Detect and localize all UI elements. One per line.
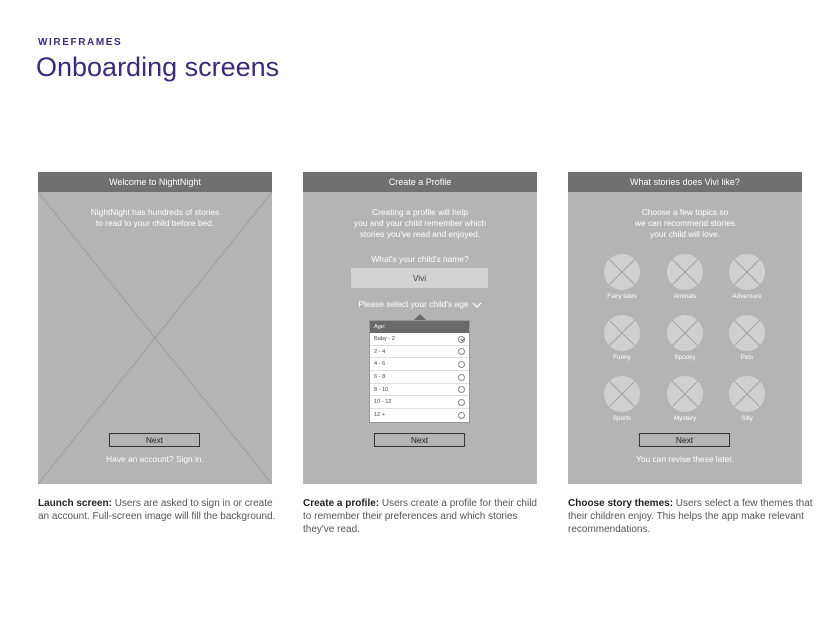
profile-next-button[interactable]: Next [374, 433, 465, 447]
story-themes-wireframe [568, 172, 802, 484]
launch-intro-text [38, 207, 272, 229]
story-themes-caption [568, 497, 813, 536]
age-dropdown-menu [369, 320, 470, 423]
age-dropdown-title: Age: [370, 321, 469, 333]
age-option[interactable] [370, 396, 469, 409]
age-select-label: Please select your child's age [358, 299, 469, 309]
topic-adventure[interactable] [720, 254, 774, 300]
age-option[interactable] [370, 371, 469, 384]
create-profile-wireframe [303, 172, 537, 484]
age-option-label: 10 - 12 [374, 399, 392, 406]
age-option-label: Baby - 2 [374, 336, 395, 342]
topic-image-placeholder-icon [729, 376, 765, 412]
topic-image-placeholder-icon [667, 315, 703, 351]
profile-intro-line-3: stories you've read and enjoyed. [359, 229, 481, 240]
topic-label: Adventure [732, 293, 762, 300]
caption-heading: Create a profile: [303, 498, 380, 509]
age-option-label: 8 - 10 [374, 386, 389, 393]
child-name-question: What's your child's name? [371, 254, 469, 264]
create-profile-header: Create a Profile [303, 172, 537, 192]
launch-screen-wireframe [38, 172, 272, 484]
launch-screen-header: Welcome to NightNight [38, 172, 272, 192]
chevron-down-icon [472, 302, 482, 308]
themes-intro-line-1: Choose a few topics so [641, 207, 729, 217]
age-option[interactable] [370, 346, 469, 359]
topic-label: Animals [673, 293, 697, 300]
caption-heading: Choose story themes: [568, 498, 674, 509]
topic-image-placeholder-icon [729, 254, 765, 290]
topic-label: Sports [612, 415, 632, 422]
topic-image-placeholder-icon [667, 254, 703, 290]
topic-label: Funny [613, 354, 631, 361]
section-eyebrow: WIREFRAMES [38, 37, 123, 48]
topic-silly[interactable] [720, 376, 774, 422]
launch-next-button[interactable]: Next [109, 433, 200, 447]
child-name-input[interactable]: Vivi [351, 268, 488, 288]
topic-image-placeholder-icon [604, 254, 640, 290]
topic-funny[interactable] [595, 315, 649, 361]
radio-icon [458, 386, 465, 393]
age-option-label: 12 + [374, 412, 386, 419]
topic-label: Pets [740, 354, 754, 361]
topic-image-placeholder-icon [604, 376, 640, 412]
topic-label: Mystery [673, 415, 697, 422]
radio-icon [458, 399, 465, 406]
radio-icon [458, 374, 465, 381]
age-option-label: 6 - 8 [374, 374, 386, 381]
themes-next-button[interactable]: Next [639, 433, 730, 447]
topic-mystery[interactable] [658, 376, 712, 422]
caption-text: Users are asked to sign in or create an account. Full-screen image will fill the background. [38, 498, 276, 522]
caption-heading: Launch screen: [38, 498, 112, 509]
topic-pets[interactable] [720, 315, 774, 361]
topic-label: Fairy tales [607, 293, 637, 300]
topic-label: Silly [741, 415, 753, 422]
topic-spooky[interactable] [658, 315, 712, 361]
age-option-label: 2 - 4 [374, 348, 386, 355]
age-option[interactable] [370, 358, 469, 371]
topic-label: Spooky [674, 354, 696, 361]
topic-animals[interactable] [658, 254, 712, 300]
radio-checked-icon [458, 336, 465, 343]
launch-intro-line-2: to read to your child before bed. [95, 218, 215, 229]
themes-intro-line-3: your child will love. [650, 229, 720, 240]
profile-intro-text [303, 207, 537, 241]
page-title: Onboarding screens [36, 52, 280, 82]
profile-intro-line-2: you and your child remember which [353, 218, 487, 229]
story-themes-header: What stories does Vivi like? [568, 172, 802, 192]
age-option[interactable] [370, 409, 469, 422]
radio-icon [458, 348, 465, 355]
revise-note: You can revise these later. [636, 454, 734, 464]
themes-intro-line-2: we can recommend stories [634, 218, 736, 229]
topic-image-placeholder-icon [604, 315, 640, 351]
topic-fairy-tales[interactable] [595, 254, 649, 300]
profile-intro-line-1: Creating a profile will help [372, 207, 468, 217]
caption-text: Users select a few themes that their children enjoy. This helps the app make relevant recommendations. [568, 498, 813, 535]
topic-image-placeholder-icon [667, 376, 703, 412]
radio-icon [458, 361, 465, 368]
age-option[interactable] [370, 384, 469, 397]
radio-icon [458, 412, 465, 419]
create-profile-caption [303, 497, 548, 536]
topic-image-placeholder-icon [729, 315, 765, 351]
age-option-label: 4 - 6 [374, 361, 386, 368]
sign-in-link[interactable]: Have an account? Sign in. [106, 454, 204, 464]
age-option[interactable] [370, 333, 469, 346]
launch-intro-line-1: NightNight has hundreds of stories [90, 207, 220, 217]
launch-screen-caption [38, 497, 283, 523]
age-select-dropdown[interactable] [303, 299, 537, 309]
themes-intro-text [568, 207, 802, 241]
caption-text: Users create a profile for their child to remember their preferences and which stories they've read. [303, 498, 537, 535]
topic-sports[interactable] [595, 376, 649, 422]
